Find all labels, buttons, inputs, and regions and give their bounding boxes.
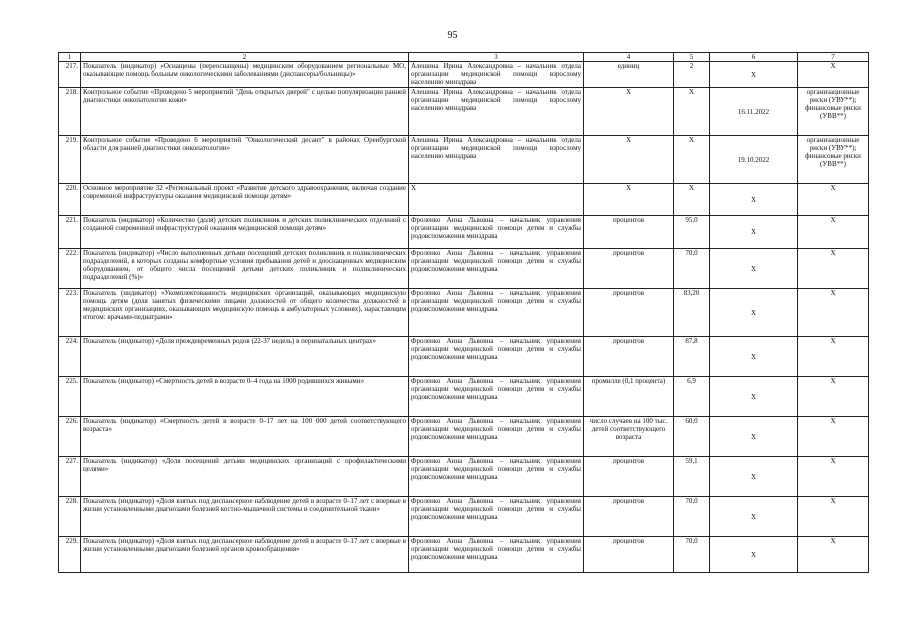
cell-risk: X: [798, 417, 869, 457]
cell-text: Контрольное событие «Проведено 5 мероприятий "День открытых дверей" с целью популяризации ранней диагностики онкопатологии кожи»: [81, 88, 409, 136]
cell-unit: процентов: [584, 337, 674, 377]
cell-unit: X: [584, 88, 674, 136]
table-row: [59, 497, 869, 537]
cell-unit: число случаев на 100 тыс. детей соответствующего возраста: [584, 417, 674, 457]
cell-value: 6,9: [674, 377, 710, 417]
cell-num: 219.: [59, 136, 81, 184]
table-row: [59, 216, 869, 249]
cell-resp: Фроленко Анна Львовна – начальник управления организации медицинской помощи детям и службы родовспоможения минздрава: [409, 457, 584, 497]
cell-text: Показатель (индикатор) «Количество (доля) детских поликлиник и детских поликлинических отделений с созданной современной инфраструктурой оказания медицинской помощи детям»: [81, 216, 409, 249]
cell-date: X: [710, 289, 798, 337]
cell-resp: Алешина Ирина Александровна – начальник отдела организации медицинской помощи взрослому населению минздрава: [409, 136, 584, 184]
cell-value: 2: [674, 62, 710, 88]
cell-value: 83,20: [674, 289, 710, 337]
cell-risk: X: [798, 249, 869, 289]
cell-date: X: [710, 184, 798, 216]
cell-unit: единиц: [584, 62, 674, 88]
cell-unit: промилле (0,1 процента): [584, 377, 674, 417]
cell-text: Основное мероприятие 32 «Региональный проект «Развитие детского здравоохранения, включая создание современной инфраструктуры оказания медицинской помощи детям»: [81, 184, 409, 216]
cell-date: X: [710, 337, 798, 377]
cell-risk: X: [798, 457, 869, 497]
cell-resp: Алешина Ирина Александровна – начальник отдела организации медицинской помощи взрослому населению минздрава: [409, 62, 584, 88]
cell-date: X: [710, 62, 798, 88]
column-header: 3: [409, 53, 584, 62]
table-row: [59, 457, 869, 497]
cell-risk: X: [798, 62, 869, 88]
cell-num: 229.: [59, 537, 81, 573]
cell-text: Показатель (индикатор) «Смертность детей в возрасте 0–17 лет на 100 000 детей соответствующего возраста»: [81, 417, 409, 457]
cell-value: 59,1: [674, 457, 710, 497]
cell-risk: X: [798, 377, 869, 417]
cell-resp: Фроленко Анна Львовна – начальник управления организации медицинской помощи детям и службы родовспоможения минздрава: [409, 377, 584, 417]
cell-text: Показатель (индикатор) «Смертность детей в возрасте 0–4 года на 1000 родившихся живыми»: [81, 377, 409, 417]
cell-value: X: [674, 184, 710, 216]
cell-risk: X: [798, 216, 869, 249]
cell-text: Показатель (индикатор) «Число выполненных детьми посещений детских поликлиник и поликлинических подразделений, в которых созданы комфортные условия пребывания детей и дооснащенных медицинским оборудованием, от общего числа посещений детьми детских поликлиник и поликлинических подразделений (%)»: [81, 249, 409, 289]
cell-num: 220.: [59, 184, 81, 216]
cell-resp: Фроленко Анна Львовна – начальник управления организации медицинской помощи детям и службы родовспоможения минздрава: [409, 289, 584, 337]
table-row: [59, 136, 869, 184]
cell-num: 222.: [59, 249, 81, 289]
table-row: [59, 184, 869, 216]
cell-text: Показатель (индикатор) «Доля преждевременных родов (22-37 недель) в перинатальных центрах»: [81, 337, 409, 377]
table-body: [59, 62, 869, 573]
column-number-row: [59, 53, 869, 62]
cell-date: X: [710, 497, 798, 537]
cell-unit: процентов: [584, 497, 674, 537]
cell-value: 70,0: [674, 497, 710, 537]
cell-unit: X: [584, 184, 674, 216]
cell-resp: Фроленко Анна Львовна – начальник управления организации медицинской помощи детям и службы родовспоможения минздрава: [409, 337, 584, 377]
table-row: [59, 289, 869, 337]
cell-unit: процентов: [584, 289, 674, 337]
cell-risk: организационные риски (УВУ**); финансовые риски (УВВ**): [798, 88, 869, 136]
cell-value: X: [674, 88, 710, 136]
cell-risk: X: [798, 184, 869, 216]
column-header: 4: [584, 53, 674, 62]
table-row: [59, 417, 869, 457]
cell-num: 221.: [59, 216, 81, 249]
column-header: 2: [81, 53, 409, 62]
table-row: [59, 337, 869, 377]
cell-num: 226.: [59, 417, 81, 457]
cell-text: Контрольное событие «Проведено 6 мероприятий "Онкологический десант" в районах Оренбургской области для ранней диагностики онкопатологии»: [81, 136, 409, 184]
cell-date: X: [710, 216, 798, 249]
cell-value: 70,0: [674, 537, 710, 573]
column-header: 1: [59, 53, 81, 62]
cell-text: Показатель (индикатор) «Доля взятых под диспансерное наблюдение детей в возрасте 0–17 лет с впервые в жизни установленными диагнозами болезней органов кровообращения»: [81, 537, 409, 573]
cell-resp: Фроленко Анна Львовна – начальник управления организации медицинской помощи детям и службы родовспоможения минздрава: [409, 537, 584, 573]
cell-date: X: [710, 377, 798, 417]
column-header: 5: [674, 53, 710, 62]
cell-text: Показатель (индикатор) «Оснащены (переоснащены) медицинским оборудованием региональные МО, оказывающие помощь больным онкологическими заболеваниями (диспансеры/больницы)»: [81, 62, 409, 88]
cell-value: 87,8: [674, 337, 710, 377]
table-row: [59, 537, 869, 573]
cell-resp: Фроленко Анна Львовна – начальник управления организации медицинской помощи детям и службы родовспоможения минздрава: [409, 249, 584, 289]
cell-date: X: [710, 249, 798, 289]
cell-value: X: [674, 136, 710, 184]
cell-risk: X: [798, 337, 869, 377]
cell-risk: X: [798, 497, 869, 537]
cell-num: 217.: [59, 62, 81, 88]
cell-num: 218.: [59, 88, 81, 136]
page-number: 95: [447, 30, 458, 41]
cell-unit: процентов: [584, 249, 674, 289]
cell-num: 228.: [59, 497, 81, 537]
cell-date: 16.11.2022: [710, 88, 798, 136]
cell-resp: Фроленко Анна Львовна – начальник управления организации медицинской помощи детям и службы родовспоможения минздрава: [409, 497, 584, 537]
cell-unit: X: [584, 136, 674, 184]
cell-risk: X: [798, 537, 869, 573]
column-header: 7: [798, 53, 869, 62]
cell-date: X: [710, 537, 798, 573]
table-row: [59, 62, 869, 88]
cell-num: 227.: [59, 457, 81, 497]
cell-date: 19.10.2022: [710, 136, 798, 184]
cell-resp: Алешина Ирина Александровна – начальник отдела организации медицинской помощи взрослому населению минздрава: [409, 88, 584, 136]
table-row: [59, 249, 869, 289]
cell-resp: X: [409, 184, 584, 216]
cell-num: 224.: [59, 337, 81, 377]
cell-num: 223.: [59, 289, 81, 337]
cell-text: Показатель (индикатор) «Укомплектованность медицинских организаций, оказывающих медицинскую помощь детям (доля занятых физическими лицами должностей от общего количества должностей в медицинских организациях, оказывающих медицинскую помощь в амбулаторных условиях), нарастающим итогом: врачами-педиатрами»: [81, 289, 409, 337]
cell-value: 60,0: [674, 417, 710, 457]
plan-table: [58, 52, 869, 573]
cell-unit: процентов: [584, 457, 674, 497]
cell-risk: организационные риски (УВУ**); финансовые риски (УВВ**): [798, 136, 869, 184]
cell-resp: Фроленко Анна Львовна – начальник управления организации медицинской помощи детям и службы родовспоможения минздрава: [409, 216, 584, 249]
cell-value: 70,0: [674, 249, 710, 289]
cell-unit: процентов: [584, 537, 674, 573]
cell-num: 225.: [59, 377, 81, 417]
cell-risk: X: [798, 289, 869, 337]
cell-value: 95,0: [674, 216, 710, 249]
cell-resp: Фроленко Анна Львовна – начальник управления организации медицинской помощи детям и службы родовспоможения минздрава: [409, 417, 584, 457]
table-row: [59, 88, 869, 136]
cell-date: X: [710, 417, 798, 457]
cell-text: Показатель (индикатор) «Доля посещений детьми медицинских организаций с профилактическими целями»: [81, 457, 409, 497]
column-header: 6: [710, 53, 798, 62]
cell-date: X: [710, 457, 798, 497]
table-row: [59, 377, 869, 417]
cell-unit: процентов: [584, 216, 674, 249]
cell-text: Показатель (индикатор) «Доля взятых под диспансерное наблюдение детей в возрасте 0–17 лет с впервые в жизни установленными диагнозами болезней костно-мышечной системы и соединительной ткани»: [81, 497, 409, 537]
